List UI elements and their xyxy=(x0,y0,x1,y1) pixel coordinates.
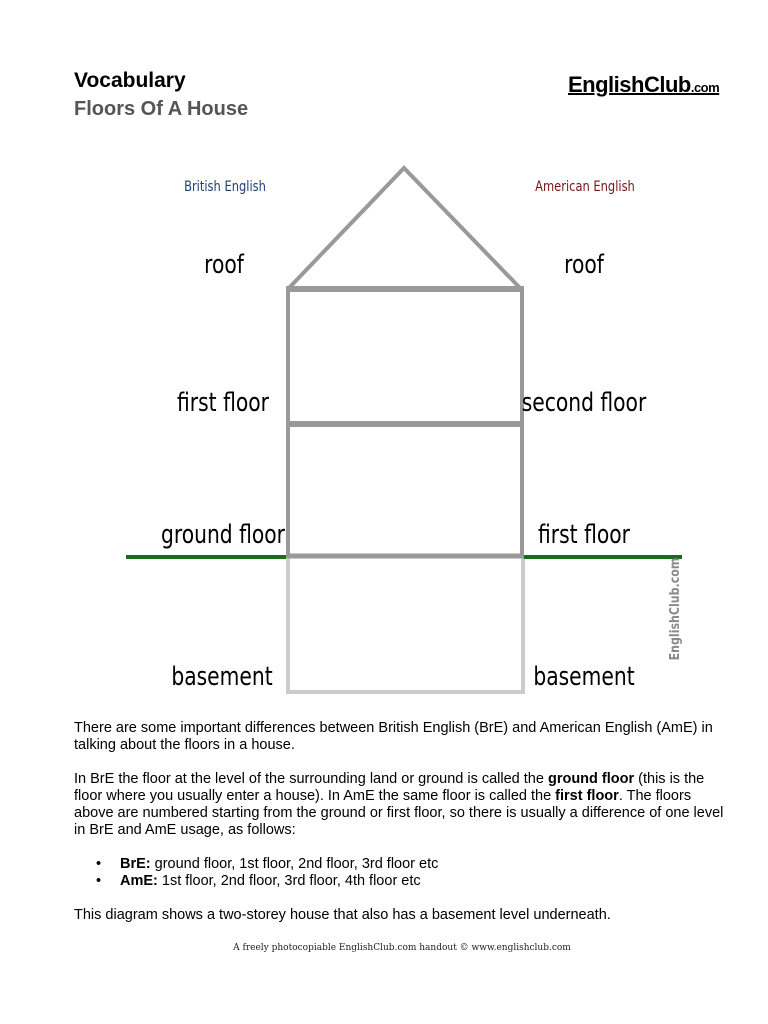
logo-main: EnglishClub xyxy=(568,72,691,97)
american-label-roof: roof xyxy=(564,249,604,280)
explanation-text xyxy=(74,720,734,941)
list-text-ame: 1st floor, 2nd floor, 3rd floor, 4th floor etc xyxy=(157,873,421,889)
usage-list xyxy=(74,856,734,890)
detail-paragraph xyxy=(74,771,734,839)
american-label-first-floor: first floor xyxy=(538,519,630,550)
american-english-heading: American English xyxy=(535,178,635,196)
roof-outline xyxy=(288,168,521,289)
englishclub-logo xyxy=(568,72,719,98)
list-label-bre: BrE: xyxy=(120,856,151,872)
house-floors-diagram xyxy=(0,150,768,710)
page-subtitle: Floors Of A House xyxy=(74,98,249,120)
detail-text-3: . The floors above are numbered starting from the ground or first floor, so there is usually a difference of one level in BrE and AmE usage, as follows: xyxy=(74,788,724,838)
page-title: Vocabulary xyxy=(74,69,186,92)
bullet-icon: • xyxy=(96,873,102,889)
term-first-floor: first floor xyxy=(555,788,619,804)
british-label-ground-floor: ground floor xyxy=(160,519,286,550)
list-label-ame: AmE: xyxy=(120,873,158,889)
american-label-basement: basement xyxy=(533,661,635,692)
list-text-bre: ground floor, 1st floor, 2nd floor, 3rd floor etc xyxy=(150,856,439,872)
term-ground-floor: ground floor xyxy=(547,771,635,787)
detail-text-2: (this is the floor where you usually enter a house). In AmE the same floor is called the xyxy=(74,771,705,804)
intro-paragraph: There are some important differences between British English (BrE) and American English (AmE) in talking about the floors in a house. xyxy=(74,720,713,753)
list-item-bre xyxy=(96,856,734,873)
british-label-basement: basement xyxy=(171,661,273,692)
logo-suffix: .com xyxy=(690,80,720,95)
american-label-second-floor: second floor xyxy=(521,387,647,418)
detail-text-1: In BrE the floor at the level of the surrounding land or ground is called the xyxy=(74,771,548,787)
list-item-ame xyxy=(96,873,734,890)
british-english-heading: British English xyxy=(184,178,266,196)
british-label-first-floor: first floor xyxy=(177,387,269,418)
american-labels xyxy=(522,250,647,692)
british-label-roof: roof xyxy=(204,249,244,280)
british-labels xyxy=(161,250,285,692)
closing-paragraph: This diagram shows a two-storey house that also has a basement level underneath. xyxy=(74,907,611,923)
englishclub-watermark: EnglishClub.com xyxy=(667,557,683,661)
basement-walls xyxy=(288,558,523,692)
bullet-icon: • xyxy=(96,856,102,872)
footer-note: A freely photocopiable EnglishClub.com handout © www.englishclub.com xyxy=(233,943,571,953)
